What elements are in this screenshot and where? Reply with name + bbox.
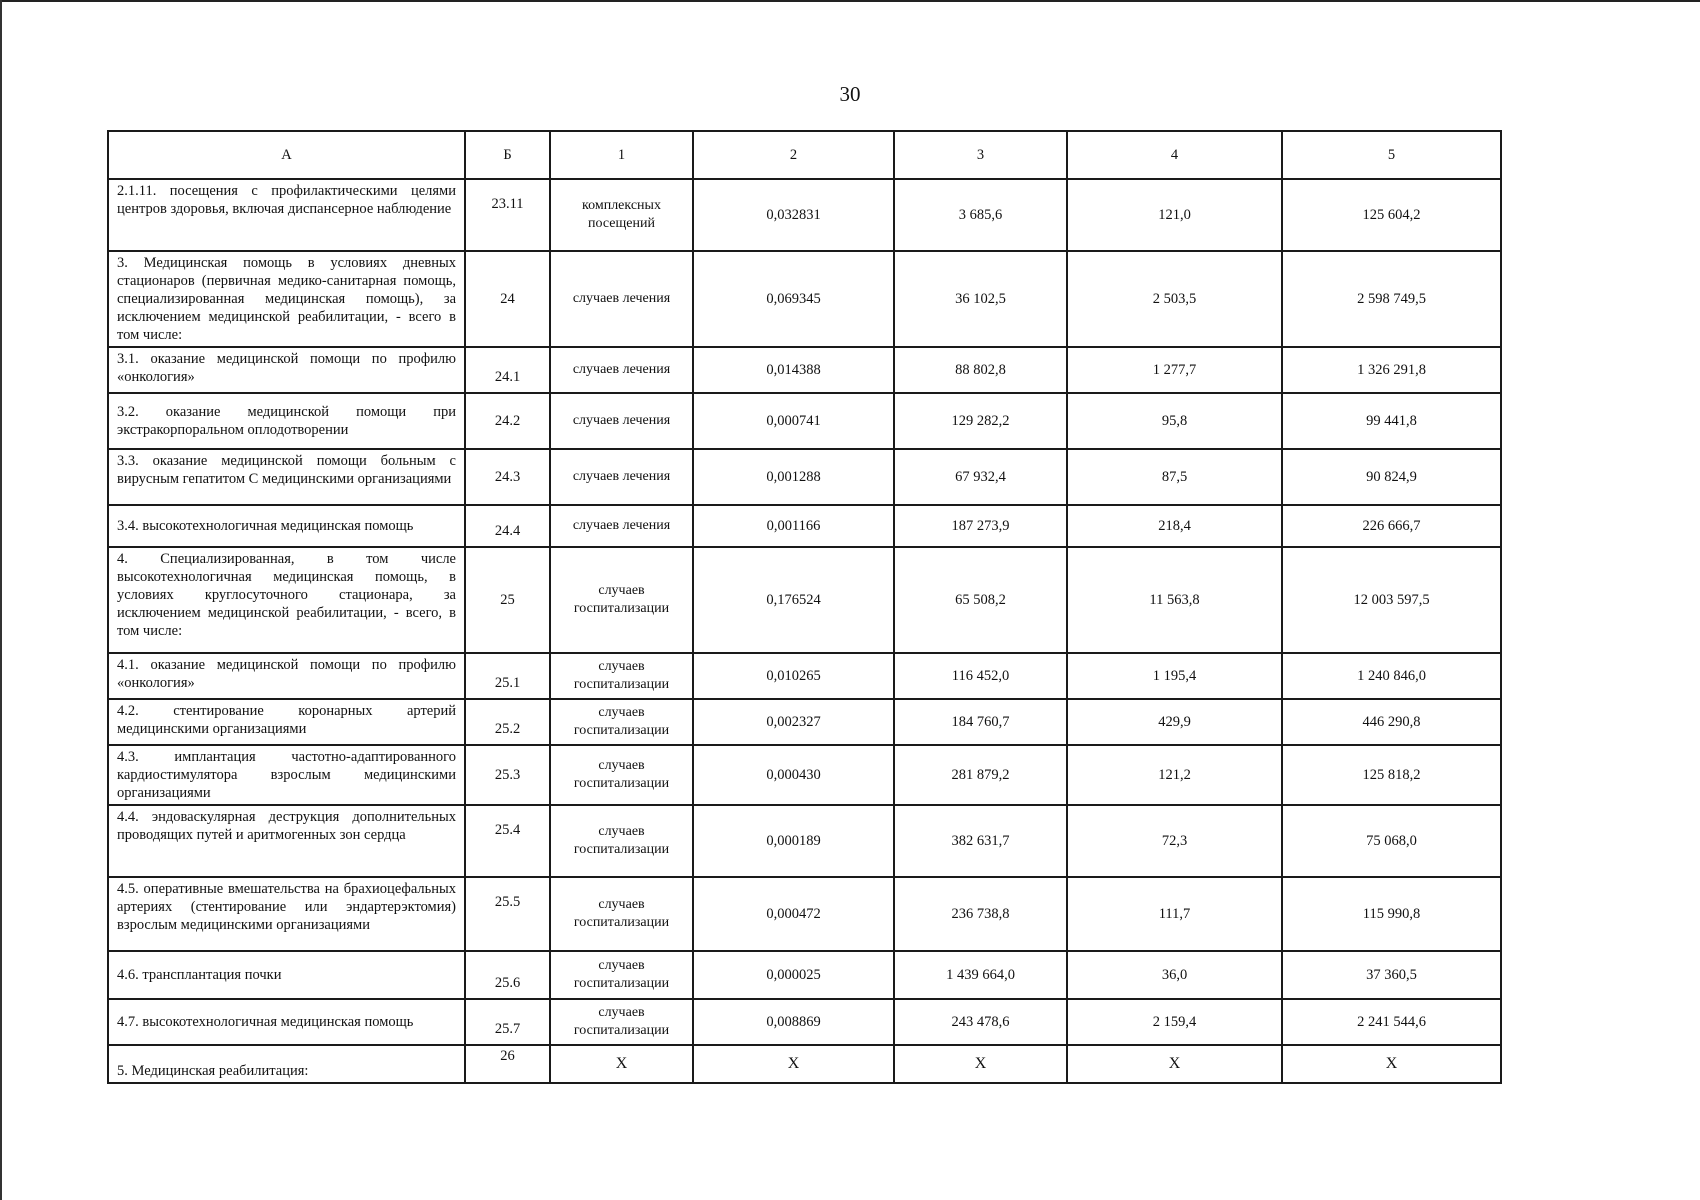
row-col-2: 0,000189 [693,805,894,877]
row-col-4: 11 563,8 [1067,547,1282,653]
row-col-2: 0,001288 [693,449,894,505]
row-col-3: 116 452,0 [894,653,1067,699]
row-col-2: 0,010265 [693,653,894,699]
row-description: 2.1.11. посещения с профилактическими целями центров здоровья, включая диспансерное наблюдение [108,179,465,251]
row-unit: случаев госпитализации [550,745,693,805]
row-unit: случаев госпитализации [550,999,693,1045]
table-row [108,1045,1501,1083]
table-row [108,877,1501,951]
row-col-5: 99 441,8 [1282,393,1501,449]
table-row [108,805,1501,877]
row-col-3: X [894,1045,1067,1083]
row-col-5: 1 326 291,8 [1282,347,1501,393]
row-description: 5. Медицинская реабилитация: [108,1045,465,1083]
table-row [108,745,1501,805]
row-description: 4.7. высокотехнологичная медицинская помощь [108,999,465,1045]
table-row [108,999,1501,1045]
table-row [108,547,1501,653]
row-unit: случаев лечения [550,505,693,547]
row-code: 25.3 [465,745,550,805]
row-unit: случаев госпитализации [550,951,693,999]
header-col-3: 3 [894,131,1067,179]
row-description: 4. Специализированная, в том числе высокотехнологичная медицинская помощь, в условиях круглосуточного стационара, за исключением медицинской реабилитации, - всего, в том числе: [108,547,465,653]
row-code: 25.7 [465,999,550,1045]
table-row [108,505,1501,547]
header-row [108,131,1501,179]
table-row [108,449,1501,505]
row-col-4: 1 195,4 [1067,653,1282,699]
row-code: 24.3 [465,449,550,505]
row-unit: X [550,1045,693,1083]
header-col-2: 2 [693,131,894,179]
page-number: 30 [839,82,861,106]
row-col-4: 429,9 [1067,699,1282,745]
row-unit: комплексных посещений [550,179,693,251]
row-description: 3.2. оказание медицинской помощи при экстракорпоральном оплодотворении [108,393,465,449]
row-col-3: 184 760,7 [894,699,1067,745]
row-col-4: 36,0 [1067,951,1282,999]
row-col-3: 129 282,2 [894,393,1067,449]
table-row [108,251,1501,347]
row-description: 4.3. имплантация частотно-адаптированного кардиостимулятора взрослым медицинскими организациями [108,745,465,805]
row-code: 26 [465,1045,550,1083]
data-table [107,130,1502,1084]
row-description: 4.2. стентирование коронарных артерий медицинскими организациями [108,699,465,745]
scan-edge-top [0,0,1700,2]
row-code: 24.2 [465,393,550,449]
row-col-5: 125 604,2 [1282,179,1501,251]
row-col-3: 36 102,5 [894,251,1067,347]
row-code: 25.4 [465,805,550,877]
row-code: 25.2 [465,699,550,745]
row-col-5: 226 666,7 [1282,505,1501,547]
row-col-2: X [693,1045,894,1083]
row-unit: случаев госпитализации [550,805,693,877]
row-unit: случаев лечения [550,449,693,505]
table-row [108,699,1501,745]
row-col-3: 382 631,7 [894,805,1067,877]
row-col-4: 95,8 [1067,393,1282,449]
row-col-2: 0,176524 [693,547,894,653]
row-col-3: 3 685,6 [894,179,1067,251]
row-col-5: 90 824,9 [1282,449,1501,505]
row-col-2: 0,008869 [693,999,894,1045]
row-col-2: 0,000741 [693,393,894,449]
row-col-4: 121,2 [1067,745,1282,805]
row-col-5: 115 990,8 [1282,877,1501,951]
row-col-3: 243 478,6 [894,999,1067,1045]
row-code: 25.6 [465,951,550,999]
row-col-3: 88 802,8 [894,347,1067,393]
row-col-5: X [1282,1045,1501,1083]
row-code: 24 [465,251,550,347]
row-col-2: 0,032831 [693,179,894,251]
row-code: 24.4 [465,505,550,547]
row-col-3: 236 738,8 [894,877,1067,951]
row-col-4: 218,4 [1067,505,1282,547]
row-col-2: 0,001166 [693,505,894,547]
row-description: 3. Медицинская помощь в условиях дневных стационаров (первичная медико-санитарная помощь, специализированная медицинская помощь), за исключением медицинской реабилитации, - всего в том числе: [108,251,465,347]
row-col-2: 0,002327 [693,699,894,745]
row-col-4: 111,7 [1067,877,1282,951]
row-col-2: 0,000430 [693,745,894,805]
row-col-4: 87,5 [1067,449,1282,505]
row-col-3: 65 508,2 [894,547,1067,653]
table-row [108,179,1501,251]
row-col-2: 0,069345 [693,251,894,347]
row-col-2: 0,014388 [693,347,894,393]
row-col-5: 2 598 749,5 [1282,251,1501,347]
row-unit: случаев лечения [550,347,693,393]
row-col-4: 72,3 [1067,805,1282,877]
row-unit: случаев госпитализации [550,699,693,745]
row-col-3: 1 439 664,0 [894,951,1067,999]
row-unit: случаев госпитализации [550,547,693,653]
row-col-4: 121,0 [1067,179,1282,251]
row-col-2: 0,000025 [693,951,894,999]
row-col-4: 1 277,7 [1067,347,1282,393]
row-code: 24.1 [465,347,550,393]
row-unit: случаев госпитализации [550,877,693,951]
row-description: 3.3. оказание медицинской помощи больным с вирусным гепатитом С медицинскими организациями [108,449,465,505]
table-row [108,393,1501,449]
header-col-5: 5 [1282,131,1501,179]
row-col-4: 2 503,5 [1067,251,1282,347]
row-unit: случаев лечения [550,251,693,347]
row-description: 4.1. оказание медицинской помощи по профилю «онкология» [108,653,465,699]
header-col-1: 1 [550,131,693,179]
row-col-5: 446 290,8 [1282,699,1501,745]
row-code: 25 [465,547,550,653]
row-col-3: 281 879,2 [894,745,1067,805]
header-col-a: А [108,131,465,179]
row-description: 4.4. эндоваскулярная деструкция дополнительных проводящих путей и аритмогенных зон сердца [108,805,465,877]
row-description: 4.5. оперативные вмешательства на брахиоцефальных артериях (стентирование или эндартерэктомия) взрослым медицинскими организациями [108,877,465,951]
row-col-4: X [1067,1045,1282,1083]
table-row [108,951,1501,999]
row-description: 3.1. оказание медицинской помощи по профилю «онкология» [108,347,465,393]
row-col-3: 187 273,9 [894,505,1067,547]
row-col-3: 67 932,4 [894,449,1067,505]
header-col-4: 4 [1067,131,1282,179]
row-unit: случаев лечения [550,393,693,449]
table-row [108,653,1501,699]
header-col-b: Б [465,131,550,179]
scan-edge-left [0,0,2,1200]
table-row [108,347,1501,393]
row-description: 3.4. высокотехнологичная медицинская помощь [108,505,465,547]
row-unit: случаев госпитализации [550,653,693,699]
row-col-5: 1 240 846,0 [1282,653,1501,699]
row-col-5: 75 068,0 [1282,805,1501,877]
row-col-5: 12 003 597,5 [1282,547,1501,653]
row-col-4: 2 159,4 [1067,999,1282,1045]
row-col-5: 125 818,2 [1282,745,1501,805]
row-description: 4.6. трансплантация почки [108,951,465,999]
row-col-5: 37 360,5 [1282,951,1501,999]
row-code: 25.1 [465,653,550,699]
row-code: 25.5 [465,877,550,951]
row-col-5: 2 241 544,6 [1282,999,1501,1045]
row-col-2: 0,000472 [693,877,894,951]
row-code: 23.11 [465,179,550,251]
